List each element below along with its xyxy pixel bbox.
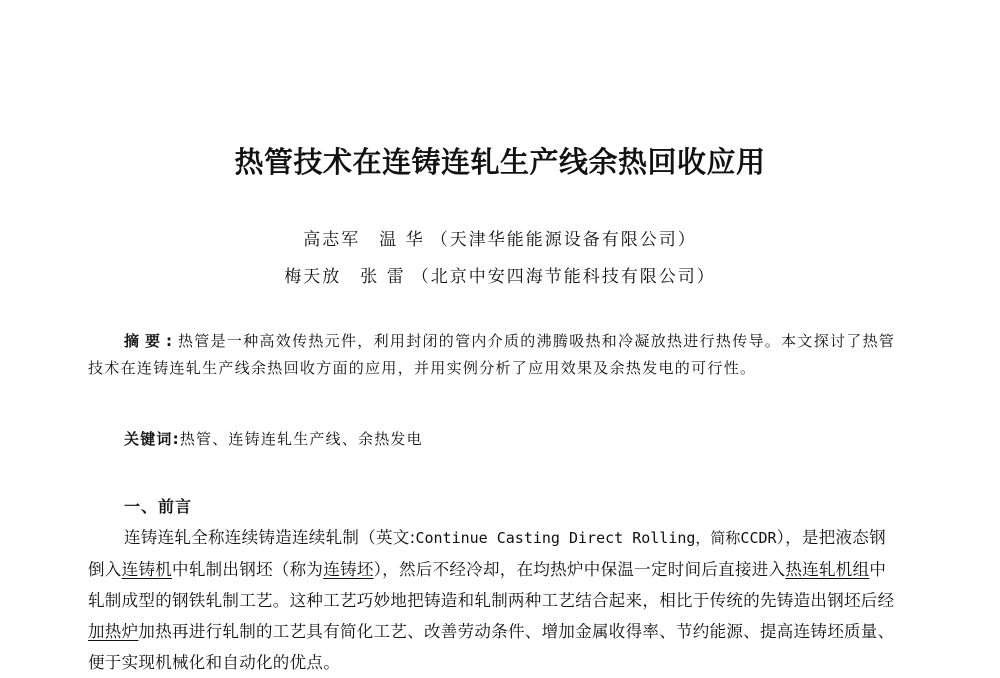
- author-line-2: [0, 262, 1000, 287]
- intro-text-e: 中轧制成型的钢铁轧制工艺。这种工艺巧妙地把铸造和轧制两种工艺结合起来，相比于传统的先铸造出钢坯后经: [88, 560, 895, 610]
- author-names-2: 梅天放 张 雷: [284, 267, 406, 287]
- keywords-line: [124, 428, 423, 449]
- intro-text-c: 中轧制出钢坯（称为: [172, 560, 324, 579]
- abstract-text: 热管是一种高效传热元件，利用封闭的管内介质的沸腾吸热和冷凝放热进行热传导。本文探讨了热管技术在连铸连轧生产线余热回收方面的应用，并用实例分析了应用效果及余热发电的可行性。: [88, 332, 896, 377]
- link-heating-furnace[interactable]: 加热炉: [88, 622, 139, 641]
- link-continuous-billet[interactable]: 连铸坯: [323, 560, 374, 579]
- abstract-label: 摘要:: [124, 332, 178, 350]
- intro-text-a: 连铸连轧全称连续铸造连续轧制（英文:: [124, 528, 416, 547]
- intro-english-name: Continue Casting Direct Rolling，简称CCDR: [415, 529, 777, 547]
- section-heading: 一、前言: [124, 497, 193, 516]
- link-continuous-caster[interactable]: 连铸机: [121, 560, 173, 579]
- author-line-1: [0, 225, 1000, 250]
- intro-paragraph: [88, 522, 900, 678]
- intro-text-d: ），然后不经冷却，在均热炉中保温一定时间后直接进入: [373, 560, 786, 579]
- keywords-label: 关键词:: [124, 430, 180, 448]
- intro-text-b: ），是把液态钢倒入: [88, 528, 886, 579]
- link-hot-rolling-mill[interactable]: 热连轧机组: [785, 560, 870, 579]
- paper-title: 热管技术在连铸连轧生产线余热回收应用: [234, 145, 766, 179]
- intro-text-f: 加热再进行轧制的工艺具有简化工艺、改善劳动条件、增加金属收得率、节约能源、提高连铸坯质量、便于实现机械化和自动化的优点。: [88, 622, 895, 672]
- author-affiliation-2: （北京中安四海节能科技有限公司）: [411, 267, 716, 287]
- author-affiliation-1: （天津华能能源设备有限公司）: [430, 230, 697, 250]
- author-names-1: 高志军 温 华: [303, 230, 425, 250]
- keywords-text: 热管、连铸连轧生产线、余热发电: [179, 430, 423, 448]
- abstract-paragraph: [88, 328, 900, 382]
